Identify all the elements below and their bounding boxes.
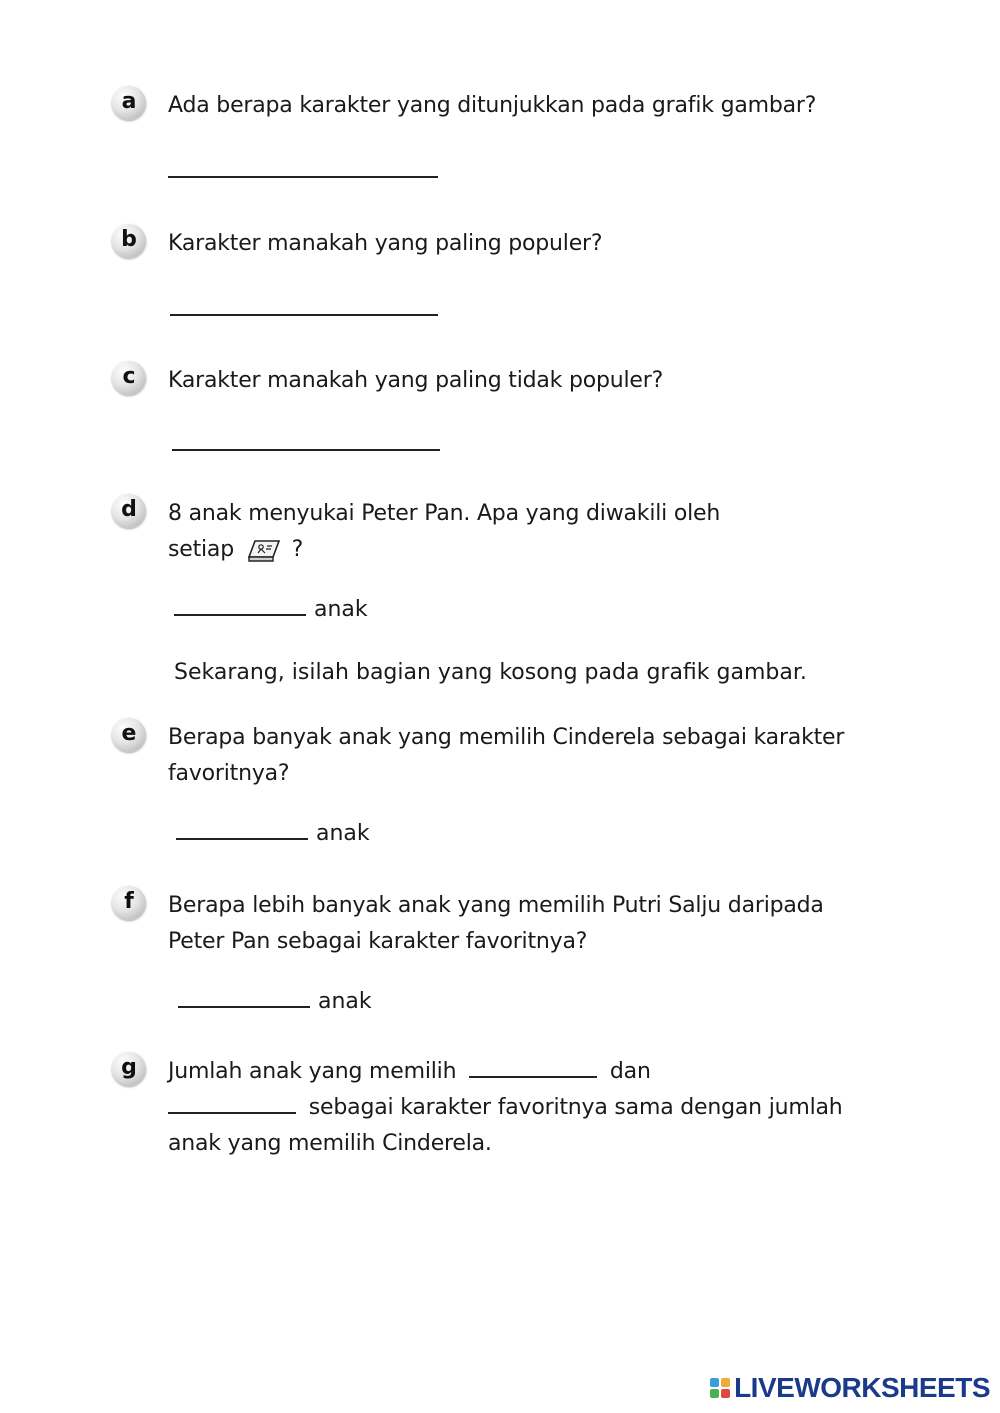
question-g-line1-post: dan bbox=[609, 1059, 651, 1084]
question-f-line2: Peter Pan sebagai karakter favoritnya? bbox=[168, 929, 588, 954]
answer-e-blank[interactable] bbox=[176, 820, 308, 840]
question-d-badge: d bbox=[112, 494, 146, 528]
answer-c-line[interactable] bbox=[172, 449, 440, 451]
question-a-text: Ada berapa karakter yang ditunjukkan pada grafik gambar? bbox=[168, 93, 817, 118]
answer-d-unit: anak bbox=[314, 597, 368, 622]
question-b-text: Karakter manakah yang paling populer? bbox=[168, 231, 603, 256]
instruction-text: Sekarang, isilah bagian yang kosong pada grafik gambar. bbox=[174, 660, 807, 685]
question-e-line2: favoritnya? bbox=[168, 761, 290, 786]
question-d-line2-post: ? bbox=[291, 537, 304, 562]
answer-d-blank[interactable] bbox=[174, 596, 306, 616]
answer-b-line[interactable] bbox=[170, 314, 438, 316]
question-g-text bbox=[168, 1054, 843, 1162]
question-f-line1: Berapa lebih banyak anak yang memilih Putri Salju daripada bbox=[168, 893, 824, 918]
question-a-badge: a bbox=[112, 86, 146, 120]
answer-e-row bbox=[176, 819, 370, 849]
question-b bbox=[112, 224, 912, 264]
question-e-line1: Berapa banyak anak yang memilih Cinderela sebagai karakter bbox=[168, 725, 845, 750]
answer-f-row bbox=[178, 987, 372, 1017]
question-c-text: Karakter manakah yang paling tidak populer? bbox=[168, 368, 664, 393]
question-g-line2 bbox=[168, 1090, 843, 1126]
question-g-line1-pre: Jumlah anak yang memilih bbox=[168, 1059, 457, 1084]
liveworksheets-logo-mark bbox=[710, 1378, 730, 1398]
question-f bbox=[112, 886, 912, 966]
question-c-badge: c bbox=[112, 361, 146, 395]
answer-a-line[interactable] bbox=[168, 176, 438, 178]
logo-square-3 bbox=[710, 1389, 719, 1398]
question-b-badge: b bbox=[112, 224, 146, 258]
question-g-badge: g bbox=[112, 1052, 146, 1086]
logo-square-4 bbox=[721, 1389, 730, 1398]
answer-f-unit: anak bbox=[318, 989, 372, 1014]
answer-g-blank-2[interactable] bbox=[168, 1094, 296, 1114]
question-g-line2-text: sebagai karakter favoritnya sama dengan jumlah bbox=[308, 1095, 843, 1120]
book-icon bbox=[245, 537, 281, 563]
liveworksheets-logo[interactable] bbox=[710, 1371, 990, 1405]
question-e-badge: e bbox=[112, 718, 146, 752]
question-f-text bbox=[168, 888, 824, 960]
question-g-line1 bbox=[168, 1054, 843, 1090]
question-e-text bbox=[168, 720, 844, 792]
liveworksheets-brand-text: LIVEWORKSHEETS bbox=[734, 1372, 990, 1403]
question-g-line3: anak yang memilih Cinderela. bbox=[168, 1131, 492, 1156]
question-f-badge: f bbox=[112, 886, 146, 920]
question-d bbox=[112, 494, 912, 574]
question-a bbox=[112, 86, 912, 126]
question-d-line2-pre: setiap bbox=[168, 537, 234, 562]
question-e bbox=[112, 718, 912, 798]
answer-e-unit: anak bbox=[316, 821, 370, 846]
logo-square-2 bbox=[721, 1378, 730, 1387]
answer-d-row bbox=[174, 595, 368, 625]
question-g bbox=[112, 1052, 912, 1172]
question-c bbox=[112, 361, 912, 401]
logo-square-1 bbox=[710, 1378, 719, 1387]
question-d-text bbox=[168, 496, 720, 568]
answer-f-blank[interactable] bbox=[178, 988, 310, 1008]
question-d-line2 bbox=[168, 532, 720, 568]
question-d-line1: 8 anak menyukai Peter Pan. Apa yang diwakili oleh bbox=[168, 501, 721, 526]
answer-g-blank-1[interactable] bbox=[469, 1058, 597, 1078]
